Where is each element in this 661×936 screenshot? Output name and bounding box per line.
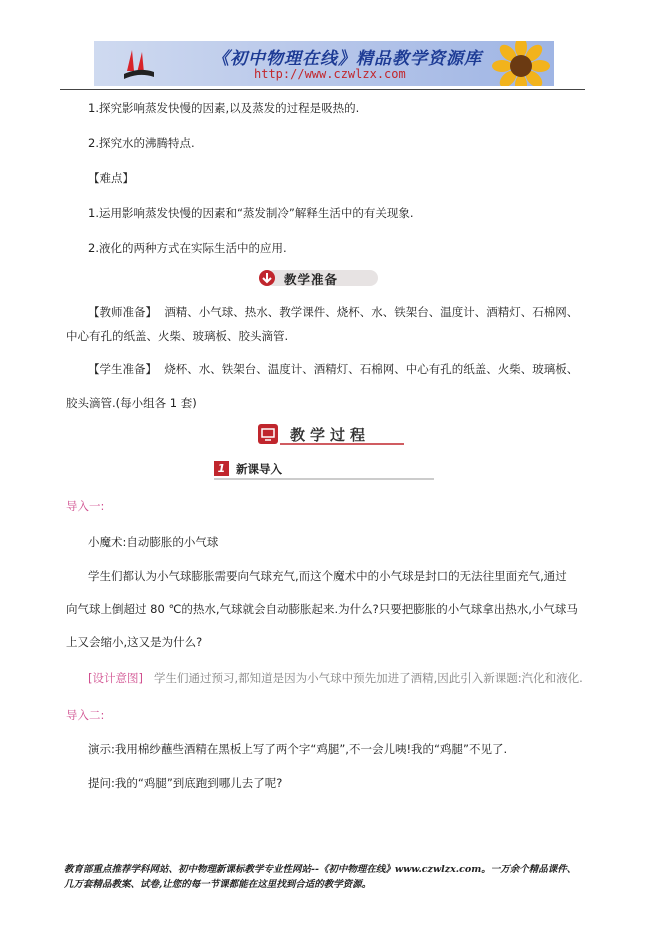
student-prep-text-2: 胶头滴管.(每小组各 1 套) [66, 396, 197, 410]
footer-line-2: 几万套精品教案、试卷,让您的每一节课都能在这里找到合适的教学资源。 [64, 879, 372, 890]
prep-heading-banner [256, 268, 380, 288]
magic-title: 小魔术:自动膨胀的小气球 [88, 535, 219, 549]
section-heading [214, 459, 434, 481]
difficulty-1: 1.运用影响蒸发快慢的因素和“蒸发制冷”解释生活中的有关现象. [88, 206, 414, 220]
monitor-icon [258, 424, 278, 444]
key-point-1: 1.探究影响蒸发快慢的因素,以及蒸发的过程是吸热的. [88, 101, 360, 115]
student-prep-tag: 【学生准备】 [88, 362, 157, 376]
prep-heading: 教学准备 [284, 272, 339, 287]
section-number: 1 [214, 461, 229, 476]
site-logo-icon [122, 47, 156, 81]
footer-line-1: 教育部重点推荐学科网站、初中物理新课标教学专业性网站--《初中物理在线》www.czwlzx.com。一万余个精品课件、 [64, 864, 577, 875]
site-banner [94, 41, 554, 86]
section-title: 新课导入 [236, 462, 282, 476]
page-footer [64, 862, 604, 892]
sunflower-icon [492, 41, 550, 86]
demo-line: 演示:我用棉纱蘸些酒精在黑板上写了两个字“鸡腿”,不一会儿咦!我的“鸡腿”不见了. [88, 742, 508, 756]
teacher-prep-line-1 [88, 304, 608, 320]
design-intent-text: 学生们通过预习,都知道是因为小气球中预先加进了酒精,因此引入新课题:汽化和液化. [153, 671, 583, 685]
intro-1-label: 导入一: [66, 499, 105, 513]
teacher-prep-text-1: 酒精、小气球、热水、教学课件、烧杯、水、铁架台、温度计、酒精灯、石棉网、 [164, 305, 579, 319]
key-point-2: 2.探究水的沸腾特点. [88, 136, 195, 150]
banner-title: 《初中物理在线》精品教学资源库 [212, 49, 482, 69]
banner-url[interactable]: http://www.czwlzx.com [254, 67, 406, 81]
header-rule [60, 89, 585, 90]
section-underline [214, 478, 434, 481]
difficulty-tag: 【难点】 [88, 171, 134, 185]
process-heading-banner [256, 423, 406, 447]
download-arrow-icon [258, 269, 276, 287]
teacher-prep-tag: 【教师准备】 [88, 305, 157, 319]
student-prep-line-1 [88, 361, 608, 377]
process-heading: 教学过程 [290, 426, 371, 444]
student-prep-text-1: 烧杯、水、铁架台、温度计、酒精灯、石棉网、中心有孔的纸盖、火柴、玻璃板、 [164, 362, 579, 376]
teacher-prep-text-2: 中心有孔的纸盖、火柴、玻璃板、胶头滴管. [66, 329, 289, 343]
design-intent-tag: [设计意图] [88, 671, 143, 685]
difficulty-2: 2.液化的两种方式在实际生活中的应用. [88, 241, 287, 255]
question-line: 提问:我的“鸡腿”到底跑到哪儿去了呢? [88, 776, 283, 790]
magic-line-3: 上又会缩小,这又是为什么? [66, 635, 203, 649]
design-intent [88, 670, 608, 686]
magic-line-1: 学生们都认为小气球膨胀需要向气球充气,而这个魔术中的小气球是封口的无法往里面充气,通过 [88, 569, 567, 583]
magic-line-2: 向气球上倒超过 80 ℃的热水,气球就会自动膨胀起来.为什么?只要把膨胀的小气球拿出热水,小气球马 [66, 602, 578, 616]
intro-2-label: 导入二: [66, 708, 105, 722]
